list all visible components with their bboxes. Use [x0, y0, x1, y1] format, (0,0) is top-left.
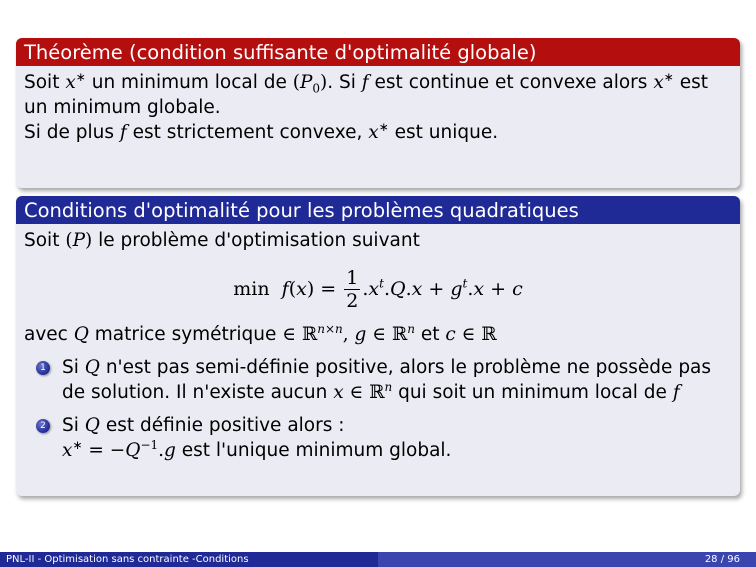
theorem-line-2: Si de plus f est strictement convexe, x∗ est unique. [24, 119, 499, 143]
conditions-intro: Soit (P) le problème d'optimisation suivant [24, 230, 420, 251]
theorem-body [16, 66, 740, 153]
footer-title: PNL-II - Optimisation sans contrainte -Conditions [0, 552, 378, 567]
theorem-block [16, 38, 740, 188]
theorem-title: Théorème (condition suffisante d'optimalité globale) [16, 38, 740, 66]
page-number: 28 / 96 [378, 552, 756, 567]
conditions-block [16, 196, 740, 496]
conditions-avec: avec Q matrice symétrique ∈ ℝ$^{n\times n}$, g ∈ ℝ$^n$ et c ∈ ℝ [24, 321, 497, 345]
list-item: 2 Si Q est définie positive alors : $x^∗ = -Q^{-1}.g$ est l'unique minimum global. [24, 413, 732, 463]
enumerate-bullet: 2 [36, 419, 50, 433]
footer-bar [0, 552, 756, 567]
conditions-title: Conditions d'optimalité pour les problèmes quadratiques [16, 196, 740, 224]
theorem-line-1: Soit x∗ un minimum local de $(P_0)$. Si f est continue et convexe alors x∗ est un minimum globale. [24, 69, 708, 118]
objective-formula: min f(x) = $\frac{1}{2}$ $.x^t.Q.x + g^t.x + c$ [233, 267, 523, 312]
enumerate-bullet: 1 [36, 361, 50, 375]
conditions-body [16, 224, 740, 471]
list-item: 1 Si Q n'est pas semi-définie positive, alors le problème ne possède pas de solution. Il n'existe aucun x ∈ ℝ$^n$ qui soit un minimum local de f [24, 355, 732, 405]
